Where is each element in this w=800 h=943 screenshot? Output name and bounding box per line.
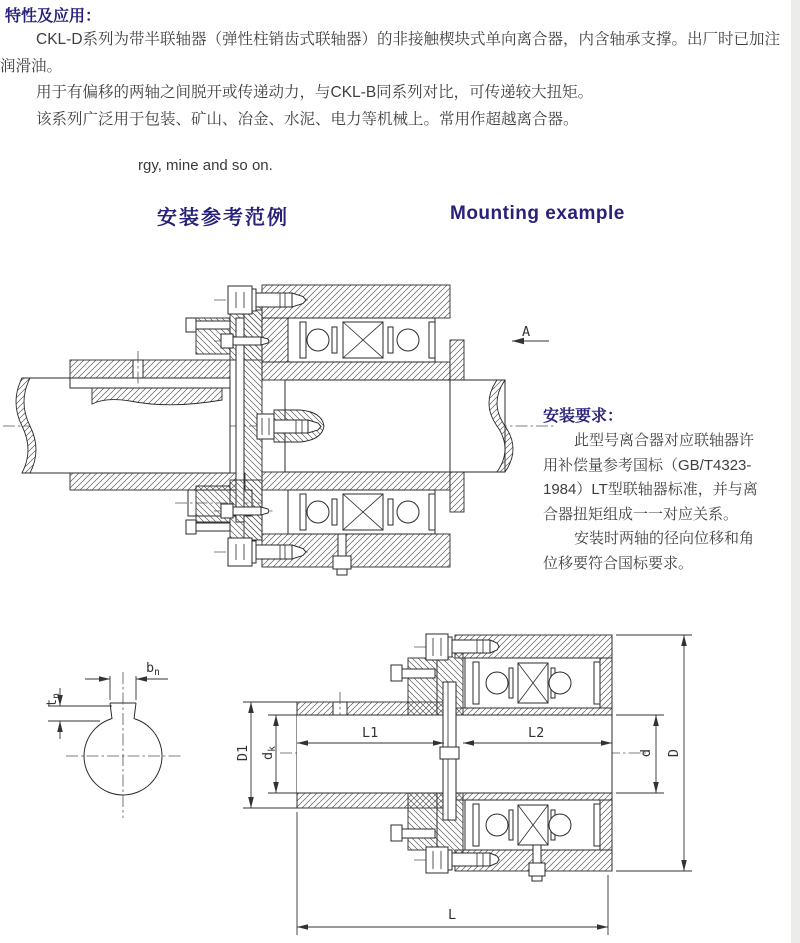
install-paragraph — [543, 429, 795, 576]
text-line: 该系列广泛用于包装、矿山、冶金、水泥、电力等机械上。常用作超越离合器。 — [36, 110, 579, 128]
dim-label-D: D — [666, 748, 682, 758]
install-title: 安装要求： — [543, 408, 624, 425]
bearing-ball — [307, 501, 329, 523]
dim-label-L2: L2 — [528, 725, 545, 741]
text-line: 合器扭矩组成一一对应关系。 — [543, 505, 739, 523]
text-line: 此型号离合器对应联轴器许 — [574, 432, 755, 449]
bearing-ball — [486, 672, 508, 694]
dim-label-L: L — [448, 907, 457, 923]
text-line: 用于有偏移的两轴之间脱开或传递动力，与CKL-B同系列对比，可传递较大扭矩。 — [36, 84, 594, 101]
dim-label-L1: L1 — [362, 725, 379, 741]
bearing-ball — [307, 329, 329, 351]
page-edge — [791, 0, 800, 943]
section-label: A — [522, 324, 531, 340]
english-fragment: rgy, mine and so on. — [138, 157, 273, 174]
dimension-dk — [260, 715, 297, 793]
right-shaft — [450, 380, 513, 472]
shaft-section-detail — [44, 660, 182, 818]
text-line: 1984）LT型联轴器标准，并与离 — [543, 481, 758, 498]
top-assembly-drawing — [0, 255, 560, 580]
elastic-pin — [257, 410, 324, 442]
dim-label-bn: $b_n$ — [146, 660, 160, 678]
dimension-d — [616, 715, 664, 793]
dim-label-dk: $d_k$ — [260, 746, 278, 760]
dimension-D — [616, 635, 692, 871]
section-arrow — [512, 324, 549, 344]
heading-zh: 安装参考范例 — [157, 207, 289, 229]
bearing-ball — [397, 329, 419, 351]
dim-label-tn: $t_n$ — [44, 693, 62, 707]
dimension-bn — [85, 660, 168, 700]
dim-label-d: d — [638, 748, 654, 758]
text-line: 用补偿量参考国标（GB/T4323- — [543, 456, 752, 474]
bearing-ball — [549, 672, 571, 694]
text-line: 安装时两轴的径向位移和角 — [574, 530, 755, 547]
dimension-drawing — [0, 600, 800, 943]
dim-label-D1: D1 — [235, 744, 251, 762]
text-line: 位移要符合国标要求。 — [543, 554, 694, 572]
bearing-ball — [397, 501, 419, 523]
bearing-ball — [549, 814, 571, 836]
bearing-ball — [486, 814, 508, 836]
heading-en: Mounting example — [450, 203, 625, 224]
features-paragraph — [0, 27, 780, 133]
features-title: 特性及应用： — [5, 8, 102, 25]
text-line: 润滑油。 — [0, 57, 63, 75]
text-line: CKL-D系列为带半联轴器（弹性柱销齿式联轴器）的非接触楔块式单向离合器，内含轴承支撑。出厂时已加注 — [36, 31, 781, 48]
